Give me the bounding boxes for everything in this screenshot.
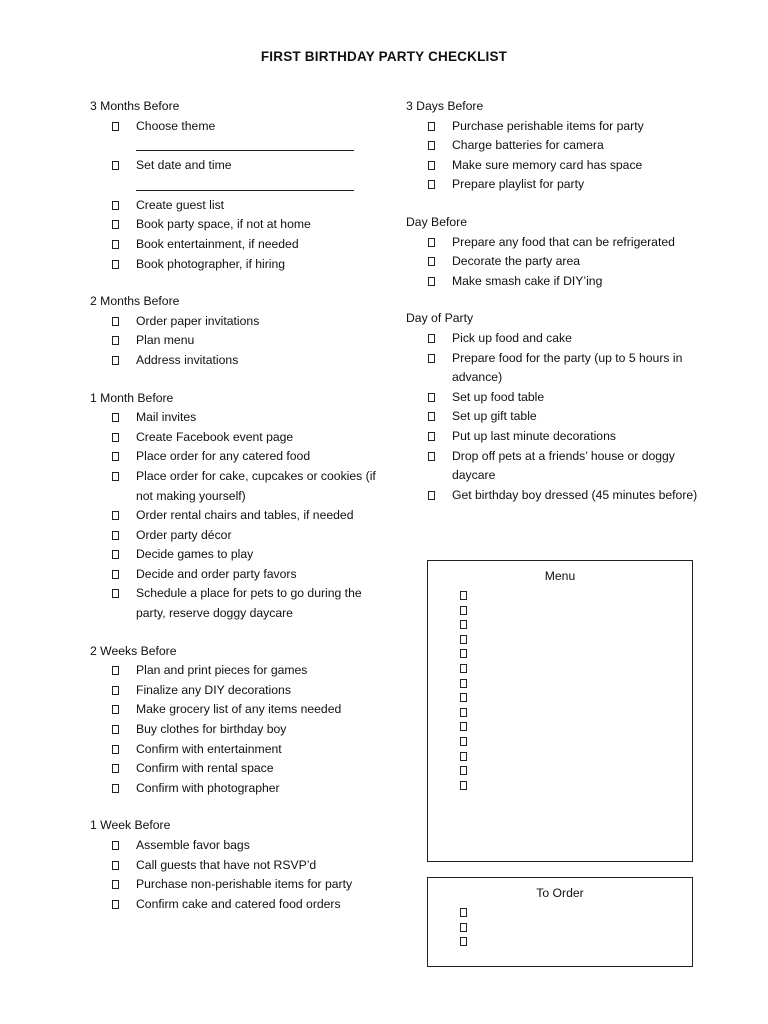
checkbox-icon[interactable] — [112, 686, 119, 695]
checklist-section — [406, 97, 706, 195]
to-order-box — [427, 877, 693, 967]
checkbox-icon[interactable] — [460, 752, 467, 761]
section-title: 3 Months Before — [90, 99, 180, 113]
checklist-item-label: Confirm cake and catered food orders — [136, 896, 341, 911]
checkbox-icon[interactable] — [112, 201, 119, 210]
page-title: FIRST BIRTHDAY PARTY CHECKLIST — [260, 49, 508, 64]
checklist-item — [90, 156, 390, 191]
checklist-item-label: Prepare playlist for party — [452, 177, 585, 192]
checkbox-icon[interactable] — [428, 122, 435, 131]
checklist-item — [406, 175, 706, 195]
checkbox-icon[interactable] — [112, 666, 119, 675]
checkbox-icon[interactable] — [460, 679, 467, 688]
checklist-item-label: Confirm with photographer — [136, 780, 280, 795]
checkbox-icon[interactable] — [428, 141, 435, 150]
checkbox-icon[interactable] — [428, 334, 435, 343]
checklist-item-label: Book photographer, if hiring — [136, 256, 286, 271]
checkbox-icon[interactable] — [112, 511, 119, 520]
checkbox-icon[interactable] — [460, 649, 467, 658]
checklist-item — [90, 895, 390, 915]
checkbox-icon[interactable] — [112, 336, 119, 345]
checklist-item-label: Order rental chairs and tables, if needed — [136, 508, 354, 523]
checklist-item — [90, 467, 390, 506]
checkbox-icon[interactable] — [112, 317, 119, 326]
checkbox-icon[interactable] — [112, 452, 119, 461]
checklist-section — [90, 97, 390, 274]
checkbox-icon[interactable] — [112, 550, 119, 559]
checklist-item — [90, 235, 390, 255]
checklist-item — [90, 117, 390, 152]
checkbox-icon[interactable] — [112, 589, 119, 598]
checklist-item — [90, 408, 390, 428]
checklist-item — [90, 545, 390, 565]
checklist-item-label: Place order for any catered food — [136, 449, 311, 464]
checkbox-icon[interactable] — [112, 356, 119, 365]
checklist-item — [406, 233, 706, 253]
checkbox-icon[interactable] — [460, 591, 467, 600]
checklist-item-label: Set up gift table — [452, 409, 537, 424]
checklist-item — [406, 388, 706, 408]
checkbox-icon[interactable] — [460, 781, 467, 790]
checklist-item-label: Book entertainment, if needed — [136, 236, 299, 251]
checklist-item-label: Decorate the party area — [452, 254, 581, 269]
checklist-item-label: Purchase perishable items for party — [452, 118, 644, 133]
checkbox-icon[interactable] — [112, 220, 119, 229]
checkbox-icon[interactable] — [428, 393, 435, 402]
checklist-item — [90, 255, 390, 275]
checklist-item — [90, 447, 390, 467]
checklist-item — [406, 407, 706, 427]
checklist-item-label: Drop off pets at a friends’ house or doggy daycare — [452, 448, 675, 483]
checklist-item — [90, 312, 390, 332]
checkbox-icon[interactable] — [460, 620, 467, 629]
checklist-item — [406, 447, 706, 486]
checklist-item-label: Set date and time — [136, 158, 232, 173]
checklist-item — [406, 349, 706, 388]
checklist-item-label: Make smash cake if DIY’ing — [452, 273, 603, 288]
section-title: 1 Week Before — [90, 818, 171, 833]
checklist-item-label: Mail invites — [136, 410, 197, 425]
checklist-item — [90, 565, 390, 585]
checkbox-icon[interactable] — [112, 260, 119, 269]
checklist-item-label: Buy clothes for birthday boy — [136, 722, 287, 737]
checkbox-icon[interactable] — [112, 413, 119, 422]
checklist-item — [406, 136, 706, 156]
checkbox-icon[interactable] — [460, 693, 467, 702]
checkbox-icon[interactable] — [428, 238, 435, 247]
checklist-item — [90, 856, 390, 876]
checkbox-icon[interactable] — [112, 841, 119, 850]
checklist-item — [406, 156, 706, 176]
checklist-item — [90, 740, 390, 760]
checklist-section — [90, 389, 390, 624]
checklist-item-label: Plan and print pieces for games — [136, 663, 308, 678]
checklist-item — [90, 836, 390, 856]
checklist-item-label: Schedule a place for pets to go during the party, reserve doggy daycare — [136, 586, 362, 621]
checklist-item — [90, 526, 390, 546]
menu-box — [427, 560, 693, 862]
checklist-item-label: Get birthday boy dressed (45 minutes before) — [452, 487, 698, 502]
section-title: 3 Days Before — [406, 99, 484, 113]
checklist-item-label: Plan menu — [136, 333, 195, 348]
checklist-section — [90, 816, 390, 914]
checklist-item — [406, 272, 706, 292]
checkbox-icon[interactable] — [460, 708, 467, 717]
checklist-item — [90, 681, 390, 701]
checkbox-icon[interactable] — [460, 664, 467, 673]
checkbox-icon[interactable] — [428, 354, 435, 363]
checkbox-icon[interactable] — [460, 722, 467, 731]
checklist-item-label: Make sure memory card has space — [452, 157, 643, 172]
checklist-item — [406, 252, 706, 272]
checkbox-icon[interactable] — [112, 570, 119, 579]
checkbox-icon[interactable] — [112, 122, 119, 131]
checklist-item-label: Put up last minute decorations — [452, 428, 616, 443]
checkbox-icon[interactable] — [112, 161, 119, 170]
checklist-item — [90, 506, 390, 526]
checkbox-icon[interactable] — [428, 412, 435, 421]
checklist-item — [406, 486, 706, 506]
checklist-item-label: Set up food table — [452, 389, 545, 404]
left-column — [90, 97, 390, 932]
checklist-item-label: Create Facebook event page — [136, 429, 294, 444]
checklist-section — [90, 292, 390, 370]
checkbox-icon[interactable] — [428, 161, 435, 170]
checkbox-icon[interactable] — [428, 432, 435, 441]
checklist-section — [90, 642, 390, 799]
checklist-item — [406, 329, 706, 349]
checkbox-icon[interactable] — [112, 764, 119, 773]
fill-in-line[interactable] — [136, 136, 354, 151]
fill-in-line[interactable] — [136, 176, 354, 191]
checkbox-icon[interactable] — [428, 277, 435, 286]
checklist-item — [90, 720, 390, 740]
checkbox-icon[interactable] — [460, 908, 467, 917]
checkbox-icon[interactable] — [428, 257, 435, 266]
checkbox-icon[interactable] — [112, 784, 119, 793]
section-title: 2 Weeks Before — [90, 643, 177, 658]
checklist-item-label: Prepare any food that can be refrigerated — [452, 234, 675, 249]
checklist-item-label: Decide games to play — [136, 547, 254, 562]
checklist-item — [90, 215, 390, 235]
checklist-item-label: Confirm with entertainment — [136, 741, 282, 756]
checkbox-icon[interactable] — [112, 725, 119, 734]
checklist-item-label: Purchase non-perishable items for party — [136, 877, 353, 892]
checklist-item-label: Choose theme — [136, 118, 216, 133]
checklist-item — [90, 584, 390, 623]
checkbox-icon[interactable] — [460, 923, 467, 932]
checklist-section — [406, 309, 706, 505]
checkbox-icon[interactable] — [460, 937, 467, 946]
checklist-item — [406, 427, 706, 447]
checklist-item — [90, 428, 390, 448]
checklist-item-label: Order party décor — [136, 527, 232, 542]
to-order-title: To Order — [536, 886, 584, 900]
checklist-item-label: Finalize any DIY decorations — [136, 682, 291, 697]
checkbox-icon[interactable] — [112, 745, 119, 754]
checklist-item-label: Prepare food for the party (up to 5 hours in advance) — [452, 350, 683, 385]
checklist-item — [90, 196, 390, 216]
checklist-item-label: Confirm with rental space — [136, 761, 274, 776]
checklist-item-label: Call guests that have not RSVP’d — [136, 857, 317, 872]
checklist-item — [406, 117, 706, 137]
checklist-item — [90, 779, 390, 799]
checklist-item-label: Charge batteries for camera — [452, 138, 604, 153]
right-column — [406, 97, 706, 523]
checklist-item — [90, 351, 390, 371]
menu-title: Menu — [544, 569, 576, 583]
checkbox-icon[interactable] — [112, 472, 119, 481]
section-title: 2 Months Before — [90, 294, 180, 309]
checkbox-icon[interactable] — [112, 861, 119, 870]
checkbox-icon[interactable] — [460, 635, 467, 644]
checkbox-icon[interactable] — [112, 880, 119, 889]
checkbox-icon[interactable] — [460, 737, 467, 746]
checklist-item-label: Place order for cake, cupcakes or cookies (if not making yourself) — [136, 468, 376, 503]
checklist-section — [406, 213, 706, 291]
section-title: Day Before — [406, 214, 467, 229]
checklist-item-label: Order paper invitations — [136, 313, 260, 328]
checkbox-icon[interactable] — [428, 491, 435, 500]
checkbox-icon[interactable] — [460, 606, 467, 615]
checklist-item-label: Address invitations — [136, 352, 239, 367]
checklist-item-label: Book party space, if not at home — [136, 217, 311, 232]
checklist-item — [90, 759, 390, 779]
checklist-item-label: Pick up food and cake — [452, 330, 572, 345]
checklist-item-label: Create guest list — [136, 197, 225, 212]
checklist-item-label: Decide and order party favors — [136, 566, 297, 581]
checkbox-icon[interactable] — [112, 705, 119, 714]
checklist-item-label: Make grocery list of any items needed — [136, 702, 342, 717]
section-title: Day of Party — [406, 311, 474, 326]
checkbox-icon[interactable] — [112, 900, 119, 909]
checkbox-icon[interactable] — [112, 240, 119, 249]
checkbox-icon[interactable] — [460, 766, 467, 775]
checklist-item — [90, 331, 390, 351]
checkbox-icon[interactable] — [428, 180, 435, 189]
checkbox-icon[interactable] — [112, 433, 119, 442]
checklist-item — [90, 661, 390, 681]
checkbox-icon[interactable] — [112, 531, 119, 540]
checklist-item-label: Assemble favor bags — [136, 838, 250, 852]
checkbox-icon[interactable] — [428, 452, 435, 461]
checklist-item — [90, 700, 390, 720]
checklist-item — [90, 875, 390, 895]
section-title: 1 Month Before — [90, 390, 174, 405]
